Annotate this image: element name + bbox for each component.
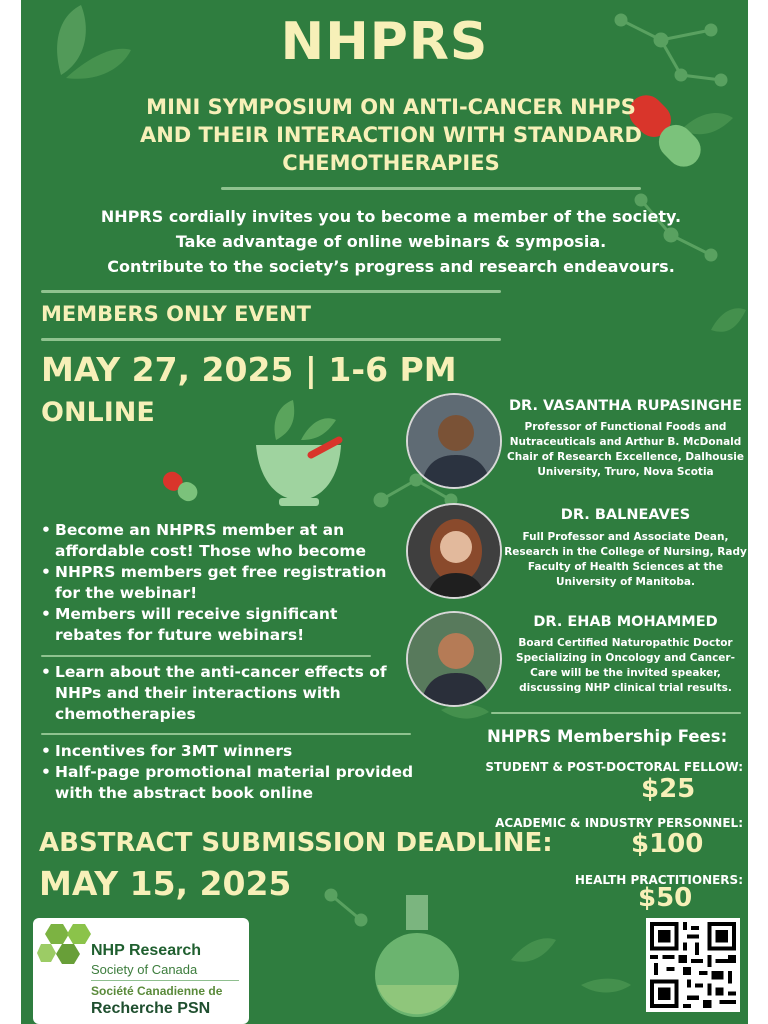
list-item: • Become an NHPRS member at an affordable cost! Those who become [39, 520, 399, 562]
logo-line-3: Société Canadienne de [91, 984, 223, 998]
bullet-list-learn [39, 662, 399, 725]
fee-amount: $100 [631, 829, 704, 859]
divider [91, 980, 239, 981]
fee-label: STUDENT & POST-DOCTORAL FELLOW: [485, 760, 743, 774]
list-item: • Members will receive significant rebates for future webinars! [39, 604, 399, 646]
members-only-label: MEMBERS ONLY EVENT [41, 302, 311, 326]
speaker-name: DR. VASANTHA RUPASINGHE [509, 398, 742, 414]
event-location: ONLINE [41, 397, 155, 428]
avatar [406, 393, 502, 489]
page-title: NHPRS [280, 12, 489, 72]
speaker-description: Board Certified Naturopathic Doctor Specializing in Oncology and Cancer-Care will be the invited speaker, discussing NHP clinical trial results. [516, 637, 735, 694]
event-date: MAY 27, 2025 | 1-6 PM [41, 350, 457, 389]
deadline-date: MAY 15, 2025 [39, 864, 292, 903]
bullet-list-incentives [39, 741, 419, 804]
divider [41, 655, 371, 657]
logo-line-2: Society of Canada [91, 962, 198, 977]
list-item: • Learn about the anti-cancer effects of NHPs and their interactions with chemotherapies [39, 662, 399, 725]
list-item: • Half-page promotional material provided with the abstract book online [39, 762, 419, 804]
fee-label: HEALTH PRACTITIONERS: [574, 873, 743, 887]
subtitle-line-2: AND THEIR INTERACTION WITH STANDARD [139, 123, 642, 147]
speaker-description: Full Professor and Associate Dean, Research in the College of Nursing, Rady Faculty of Health Sciences at the University of Manitoba. [504, 531, 747, 588]
poster [21, 0, 748, 1024]
divider [41, 733, 411, 735]
list-item: • Incentives for 3MT winners [39, 741, 419, 762]
avatar [406, 503, 502, 599]
speaker-name: DR. EHAB MOHAMMED [533, 614, 718, 630]
divider [41, 338, 501, 341]
list-item: • NHPRS members get free registration for the webinar! [39, 562, 399, 604]
speaker-name: DR. BALNEAVES [560, 507, 691, 523]
divider [41, 290, 501, 293]
fee-amount: $25 [641, 774, 696, 804]
fee-amount: $50 [638, 883, 693, 913]
fee-label: ACADEMIC & INDUSTRY PERSONNEL: [495, 816, 743, 830]
logo-line-1: NHP Research [91, 942, 201, 959]
logo-line-4: Recherche PSN [91, 1000, 211, 1017]
subtitle-line-3: CHEMOTHERAPIES [282, 151, 500, 175]
divider [491, 712, 741, 714]
speaker-description: Professor of Functional Foods and Nutraceuticals and Arthur B. McDonald Chair of Research Excellence, Dalhousie University, Truro, Nova Scotia [507, 421, 744, 478]
capsule-icon [159, 468, 200, 505]
deadline-label: ABSTRACT SUBMISSION DEADLINE: [39, 828, 553, 858]
invite-line-1: NHPRS cordially invites you to become a member of the society. [100, 207, 682, 226]
qr-code-icon [646, 918, 740, 1012]
fees-title: NHPRS Membership Fees: [487, 727, 728, 746]
flask-icon [375, 895, 459, 1017]
mortar-pestle-icon [256, 400, 341, 506]
bullet-list-benefits [39, 520, 399, 646]
subtitle-line-1: MINI SYMPOSIUM ON ANTI-CANCER NHPS [146, 95, 636, 119]
invite-line-2: Take advantage of online webinars & symposia. [175, 232, 607, 251]
invite-line-3: Contribute to the society’s progress and research endeavours. [107, 257, 675, 276]
divider [221, 187, 641, 190]
hexagon-logo-icon [37, 922, 95, 978]
avatar [406, 611, 502, 707]
nhprs-logo [33, 918, 249, 1024]
